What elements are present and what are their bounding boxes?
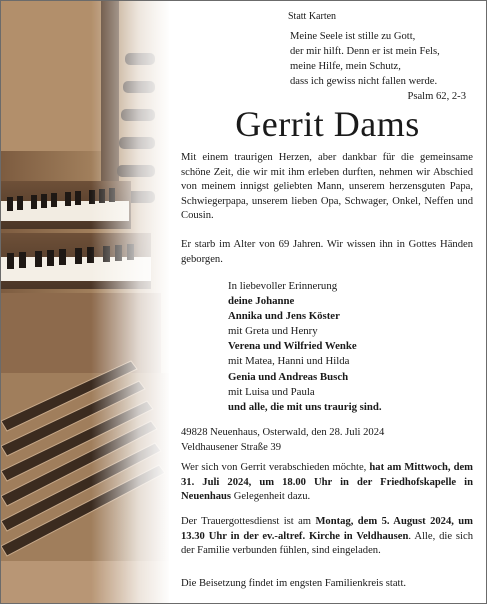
mourner-line: mit Luisa und Paula [228, 385, 315, 398]
service-part: . Alle, die sich der Familie verbunden fühlen, sind eingeladen. [181, 530, 473, 557]
bible-verse [290, 29, 475, 89]
mourner-line: Verena und Wilfried Wenke [228, 340, 357, 353]
deceased-name: Gerrit Dams [235, 104, 420, 144]
image-fade [91, 1, 171, 603]
psalm-reference: Psalm 62, 2-3 [407, 91, 466, 102]
statt-karten: Statt Karten [288, 11, 337, 22]
farewell-text [181, 461, 473, 505]
service-text [181, 515, 473, 559]
burial-text: Die Beisetzung findet im engsten Familienkreis statt. [181, 578, 407, 589]
place-date [181, 426, 384, 456]
service-part: Der Trauergottesdienst ist am [181, 516, 316, 527]
intro-text: Mit einem traurigen Herzen, aber dankbar für die gemeinsame schöne Zeit, die wir mit ihm erleben durften, nehmen wir Abschied von meinem innigst geliebten Mann, unserem herzensguten Papa, Schwiegerpapa, unserem lieben Opa, Schwager, Onkel, Neffen und Cousin. [181, 152, 473, 222]
mourner-line: mit Greta und Henry [228, 325, 318, 338]
mourner-line: Annika und Jens Köster [228, 310, 340, 323]
farewell-part: Gelegenheit dazu. [231, 491, 311, 503]
mourners-list [228, 279, 382, 415]
mourner-line: deine Johanne [228, 295, 295, 308]
notice-content [181, 1, 474, 603]
service-details: Montag, dem 5. August 2024, um 13.30 Uhr in der ev.-altref. Kirche in Veldhausen [181, 516, 473, 542]
mourner-line: mit Matea, Hanni und Hilda [228, 355, 350, 368]
verse-line: meine Hilfe, mein Schutz, [290, 61, 401, 72]
verse-line: Meine Seele ist stille zu Gott, [290, 31, 416, 42]
age-text: Er starb im Alter von 69 Jahren. Wir wissen ihn in Gottes Händen geborgen. [181, 239, 473, 265]
place-line: 49828 Neuenhaus, Osterwald, den 28. Juli 2024 [181, 427, 385, 438]
mourner-line: In liebevoller Erinnerung [228, 280, 338, 292]
mourner-line: Genia und Andreas Busch [228, 370, 349, 383]
address-line: Veldhausener Straße 39 [181, 441, 282, 453]
farewell-details: hat am Mittwoch, dem 31. Juli 2024, um 18.00 Uhr in der Friedhofskapelle in Neuenhaus [181, 462, 473, 503]
verse-line: dass ich gewiss nicht fallen werde. [290, 76, 438, 87]
verse-line: der mir hilft. Denn er ist mein Fels, [290, 46, 440, 57]
mourner-line: und alle, die mit uns traurig sind. [228, 400, 382, 413]
farewell-part: Wer sich von Gerrit verabschieden möchte, [181, 462, 370, 473]
